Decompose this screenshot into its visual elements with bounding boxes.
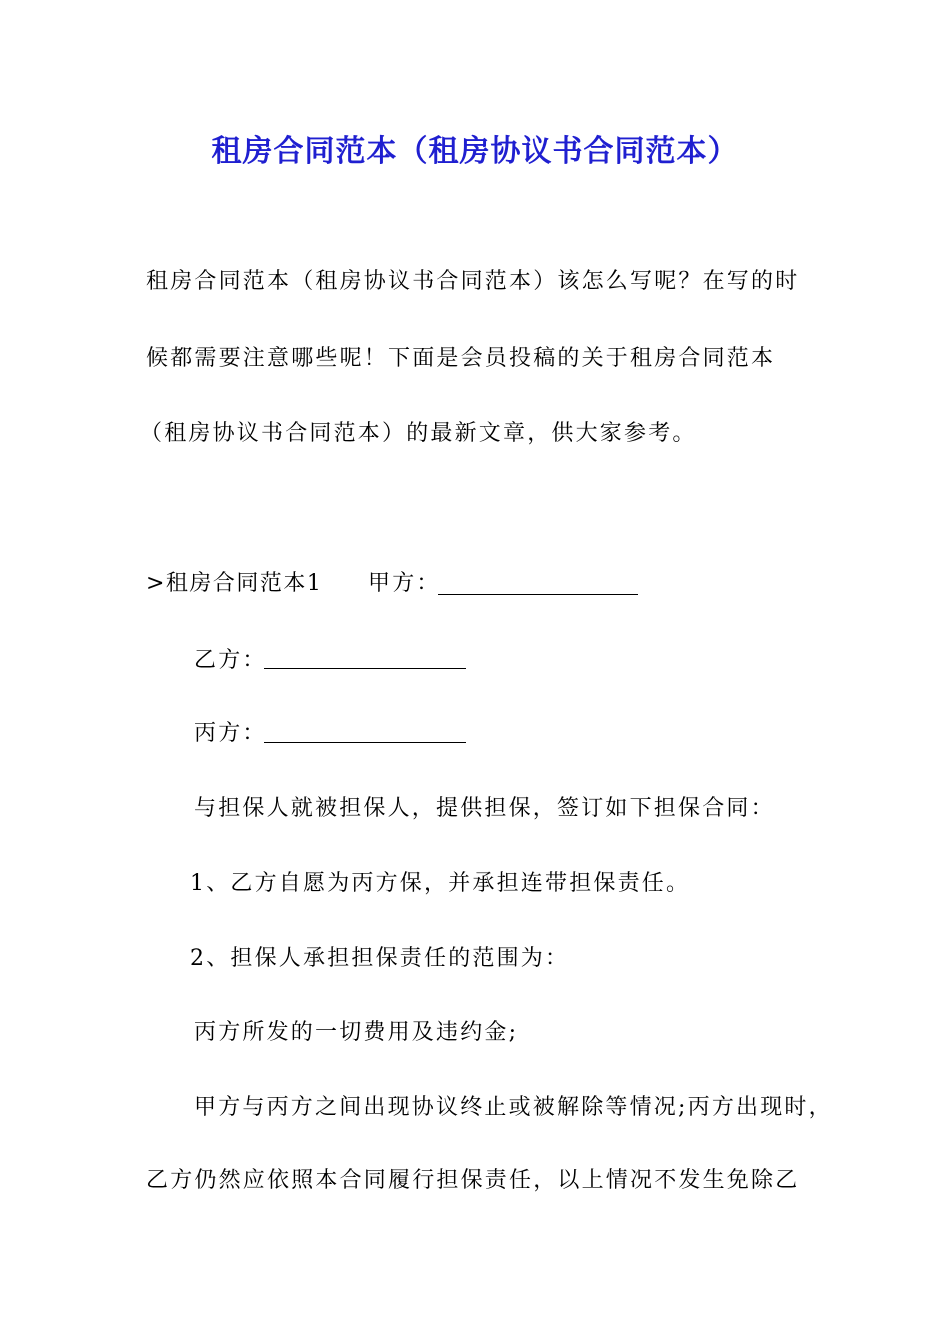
party-a-label: 甲方： (368, 571, 441, 596)
body-line: 与担保人就被担保人，提供担保，签订如下担保合同： (194, 796, 775, 821)
document-title: 租房合同范本（租房协议书合同范本） (211, 134, 739, 169)
party-a-blank (438, 572, 638, 595)
body-line: 甲方与丙方之间出现协议终止或被解除等情况;丙方出现时， (194, 1095, 833, 1120)
party-b-label: 乙方： (194, 648, 267, 673)
body-line: 乙方仍然应依照本合同履行担保责任，以上情况不发生免除乙 (146, 1168, 800, 1193)
body-line: 2、担保人承担担保责任的范围为： (190, 946, 570, 971)
body-line: 丙方所发的一切费用及违约金; (194, 1020, 519, 1045)
party-c-label: 丙方： (194, 721, 267, 746)
intro-line: （租房协议书合同范本）的最新文章，供大家参考。 (140, 421, 697, 446)
body-line: 1、乙方自愿为丙方保，并承担连带担保责任。 (190, 871, 691, 896)
section-heading: >租房合同范本1 (146, 571, 323, 596)
party-b-blank (264, 646, 466, 669)
party-c-blank (264, 720, 466, 743)
intro-line: 候都需要注意哪些呢！下面是会员投稿的关于租房合同范本 (146, 346, 776, 371)
intro-line: 租房合同范本（租房协议书合同范本）该怎么写呢？在写的时 (146, 269, 800, 294)
